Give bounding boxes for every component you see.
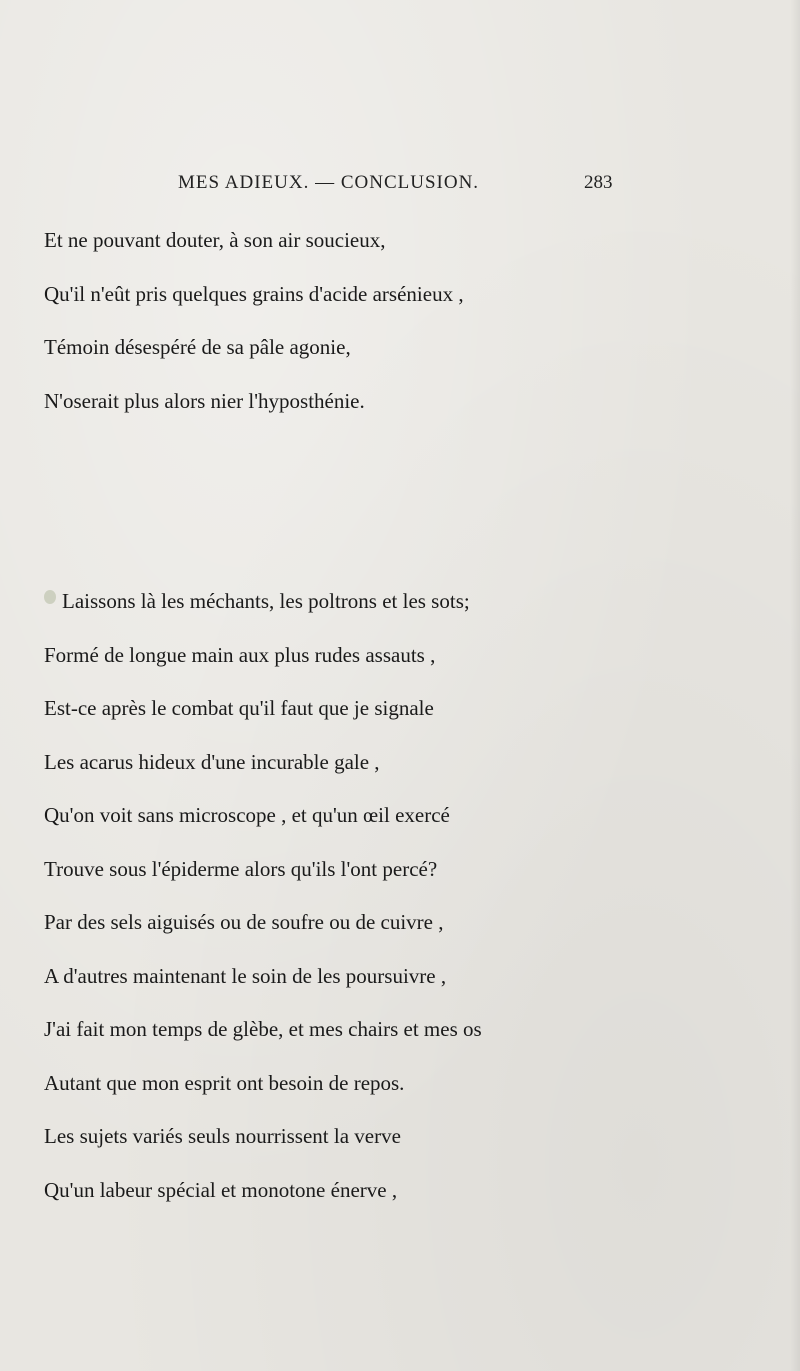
verse-line: Les sujets variés seuls nourrissent la verve xyxy=(44,1124,401,1148)
verse-line: N'oserait plus alors nier l'hyposthénie. xyxy=(44,389,365,413)
verse-line: Qu'un labeur spécial et monotone énerve , xyxy=(44,1178,398,1202)
verse-line: Est-ce après le combat qu'il faut que je signale xyxy=(44,696,434,720)
running-head xyxy=(0,172,800,200)
page-number: 283 xyxy=(584,172,613,193)
verse-line: Par des sels aiguisés ou de soufre ou de cuivre , xyxy=(44,910,444,934)
running-title: MES ADIEUX. — CONCLUSION. xyxy=(178,172,480,193)
verse-line: A d'autres maintenant le soin de les poursuivre , xyxy=(44,964,447,988)
verse-line: Laissons là les méchants, les poltrons et les sots; xyxy=(62,589,470,613)
verse-line: Autant que mon esprit ont besoin de repos. xyxy=(44,1071,405,1095)
verse-line: Les acarus hideux d'une incurable gale , xyxy=(44,750,380,774)
verse-line: Témoin désespéré de sa pâle agonie, xyxy=(44,335,351,359)
verse-line: J'ai fait mon temps de glèbe, et mes chairs et mes os xyxy=(44,1017,482,1041)
ink-spot xyxy=(44,590,56,604)
verse-line: Et ne pouvant douter, à son air soucieux, xyxy=(44,228,386,252)
verse-line: Trouve sous l'épiderme alors qu'ils l'ont percé? xyxy=(44,857,438,881)
page-edge-shadow xyxy=(790,0,800,1371)
verse-line: Qu'il n'eût pris quelques grains d'acide arsénieux , xyxy=(44,282,464,306)
verse-line: Formé de longue main aux plus rudes assauts , xyxy=(44,643,436,667)
verse-line: Qu'on voit sans microscope , et qu'un œil exercé xyxy=(44,803,450,827)
